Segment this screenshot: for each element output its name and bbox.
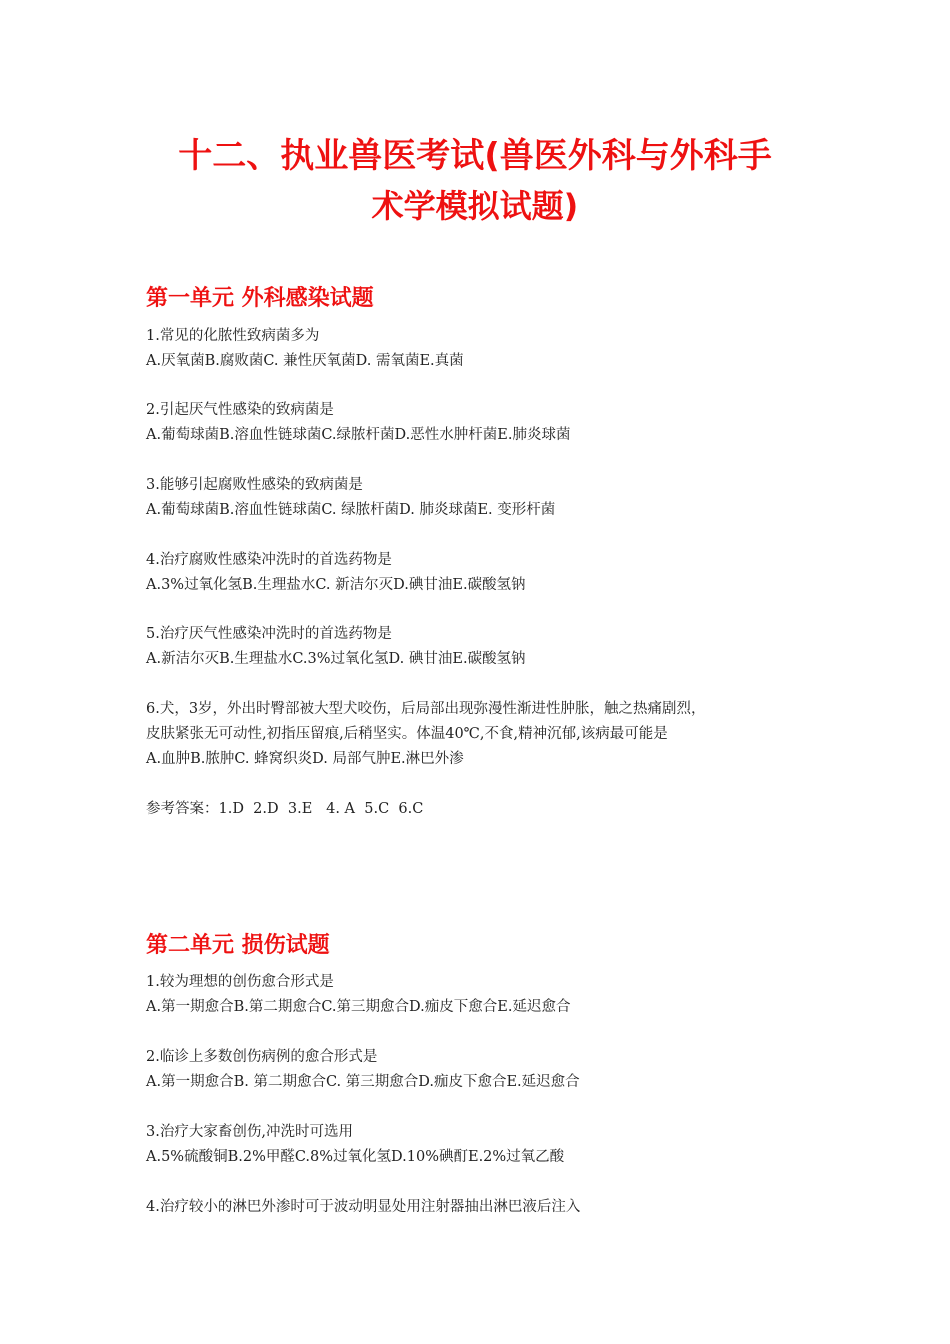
unit1-q6-options: A.血肿B.脓肿C. 蜂窝织炎D. 局部气肿E.淋巴外渗 — [146, 751, 464, 767]
unit1-q5-question: 5.治疗厌气性感染冲洗时的首选药物是 — [146, 626, 392, 642]
unit2-q1-question: 1.较为理想的创伤愈合形式是 — [146, 974, 334, 990]
document-title-line1: 十二、执业兽医考试(兽医外科与外科手 — [178, 136, 772, 176]
unit2-q1-options: A.第一期愈合B.第二期愈合C.第三期愈合D.痂皮下愈合E.延迟愈合 — [146, 999, 571, 1015]
unit1-q5-options: A.新洁尔灭B.生理盐水C.3%过氧化氢D. 碘甘油E.碳酸氢钠 — [146, 651, 526, 667]
unit1-q1-question: 1.常见的化脓性致病菌多为 — [146, 328, 320, 344]
unit1-q2-options: A.葡萄球菌B.溶血性链球菌C.绿脓杆菌D.恶性水肿杆菌E.肺炎球菌 — [146, 427, 571, 443]
unit1-q3-options: A.葡萄球菌B.溶血性链球菌C. 绿脓杆菌D. 肺炎球菌E. 变形杆菌 — [146, 502, 556, 518]
unit1-q1-options: A.厌氧菌B.腐败菌C. 兼性厌氧菌D. 需氧菌E.真菌 — [146, 353, 464, 369]
unit2-heading: 第二单元 损伤试题 — [146, 933, 330, 958]
unit1-q4-options: A.3%过氧化氢B.生理盐水C. 新洁尔灭D.碘甘油E.碳酸氢钠 — [146, 577, 526, 593]
unit1-q6-question-line1: 6.犬，3岁，外出时臀部被大型犬咬伤，后局部出现弥漫性渐进性肿胀，触之热痛剧烈， — [146, 701, 706, 717]
unit2-q2-options: A.第一期愈合B. 第二期愈合C. 第三期愈合D.痂皮下愈合E.延迟愈合 — [146, 1074, 580, 1090]
document-title-line2: 术学模拟试题) — [371, 187, 579, 225]
unit2-q4-question: 4.治疗较小的淋巴外渗时可于波动明显处用注射器抽出淋巴液后注入 — [146, 1199, 581, 1215]
unit1-q2-question: 2.引起厌气性感染的致病菌是 — [146, 402, 334, 418]
unit2-q2-question: 2.临诊上多数创伤病例的愈合形式是 — [146, 1049, 378, 1065]
unit1-answers: 参考答案：1.D 2.D 3.E 4. A 5.C 6.C — [146, 801, 424, 817]
unit2-q3-options: A.5%硫酸铜B.2%甲醛C.8%过氧化氢D.10%碘酊E.2%过氧乙酸 — [146, 1149, 565, 1165]
unit1-q4-question: 4.治疗腐败性感染冲洗时的首选药物是 — [146, 552, 392, 568]
unit1-heading: 第一单元 外科感染试题 — [146, 286, 374, 311]
unit2-q3-question: 3.治疗大家畜创伤,冲洗时可选用 — [146, 1124, 353, 1140]
unit1-q3-question: 3.能够引起腐败性感染的致病菌是 — [146, 477, 363, 493]
unit1-q6-question-line2: 皮肤紧张无可动性,初指压留痕,后稍坚实。体温40℃,不食,精神沉郁,该病最可能是 — [146, 726, 668, 742]
